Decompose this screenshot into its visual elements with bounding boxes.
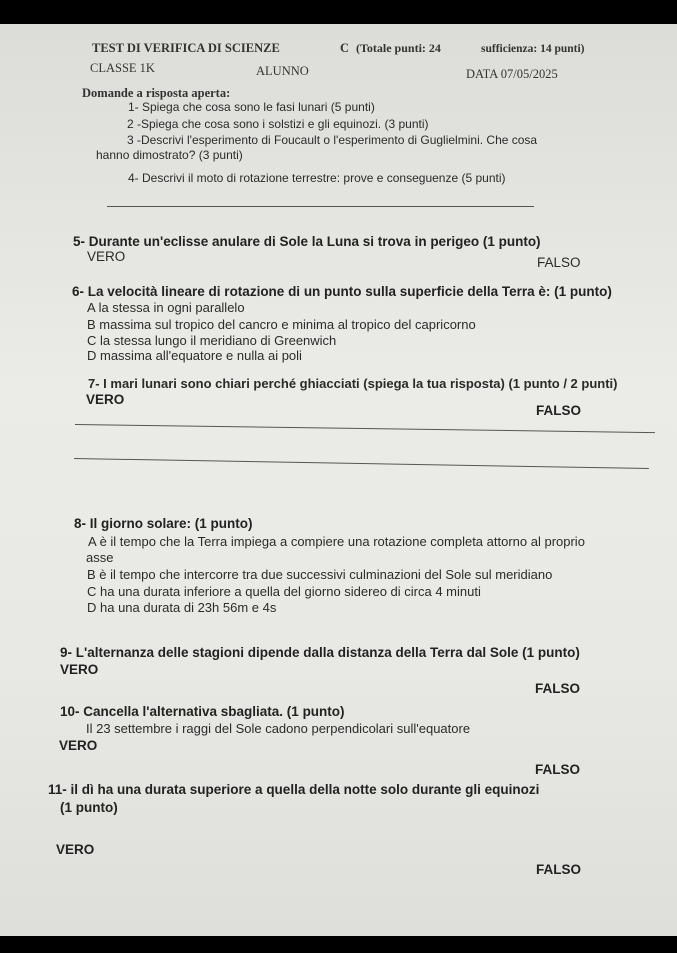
question-11-points: (1 punto) [60,800,118,815]
q9-true-option[interactable]: VERO [60,662,99,677]
q10-false-option[interactable]: FALSO [535,762,581,777]
question-5: 5- Durante un'eclisse anulare di Sole la Luna si trova in perigeo (1 punto) [73,234,541,249]
test-version: C [340,41,350,55]
q6-option-a[interactable]: A la stessa in ogni parallelo [87,300,245,315]
open-question-1: 1- Spiega che cosa sono le fasi lunari (5 punti) [128,100,375,114]
q11-false-option[interactable]: FALSO [536,862,582,877]
student-label: ALUNNO [256,64,309,78]
total-points: (Totale punti: 24 [356,41,441,55]
q5-false-option[interactable]: FALSO [537,255,581,270]
question-9: 9- L'alternanza delle stagioni dipende dalla distanza della Terra dal Sole (1 punto) [60,645,580,660]
answer-line [75,424,655,433]
q8-option-a[interactable]: A è il tempo che la Terra impiega a compiere una rotazione completa attorno al proprio [88,534,585,549]
date-label: DATA 07/05/2025 [466,67,558,81]
open-question-2: 2 -Spiega che cosa sono i solstizi e gli equinozi. (3 punti) [127,117,429,131]
question-6: 6- La velocità lineare di rotazione di un punto sulla superficie della Terra è: (1 punto) [72,284,612,299]
question-7: 7- I mari lunari sono chiari perché ghiacciati (spiega la tua risposta) (1 punto / 2 punti) [88,376,618,391]
open-questions-heading: Domande a risposta aperta: [82,86,231,100]
q7-true-option[interactable]: VERO [86,392,125,407]
q10-statement: Il 23 settembre i raggi del Sole cadono perpendicolari sull'equatore [86,721,471,736]
sufficiency: sufficienza: 14 punti) [481,43,585,55]
q11-true-option[interactable]: VERO [56,842,95,857]
q6-option-c[interactable]: C la stessa lungo il meridiano di Greenwich [87,333,337,348]
q8-option-c[interactable]: C ha una durata inferiore a quella del giorno sidereo di circa 4 minuti [87,584,481,599]
answer-line [74,458,649,469]
q6-option-d[interactable]: D massima all'equatore e nulla ai poli [87,348,302,363]
class-label: CLASSE 1K [90,61,155,75]
question-8: 8- Il giorno solare: (1 punto) [74,516,253,531]
test-sheet [0,24,677,936]
q8-option-a-cont: asse [86,550,114,565]
open-question-3: 3 -Descrivi l'esperimento di Foucault o l'esperimento di Guglielmini. Che cosa [127,133,538,147]
q8-option-d[interactable]: D ha una durata di 23h 56m e 4s [87,600,277,615]
open-question-4: 4- Descrivi il moto di rotazione terrestre: prove e conseguenze (5 punti) [128,171,506,185]
q5-true-option[interactable]: VERO [87,249,126,264]
q7-false-option[interactable]: FALSO [536,403,582,418]
question-10: 10- Cancella l'alternativa sbagliata. (1 punto) [60,704,345,719]
answer-line [107,206,534,207]
q8-option-b[interactable]: B è il tempo che intercorre tra due successivi culminazioni del Sole sul meridiano [87,567,553,582]
q6-option-b[interactable]: B massima sul tropico del cancro e minima al tropico del capricorno [87,317,476,332]
question-11: 11- il dì ha una durata superiore a quella della notte solo durante gli equinozi [48,782,540,797]
test-title: TEST DI VERIFICA DI SCIENZE [92,41,280,55]
open-question-3-cont: hanno dimostrato? (3 punti) [96,148,243,162]
q9-false-option[interactable]: FALSO [535,681,581,696]
q10-true-option[interactable]: VERO [59,738,98,753]
